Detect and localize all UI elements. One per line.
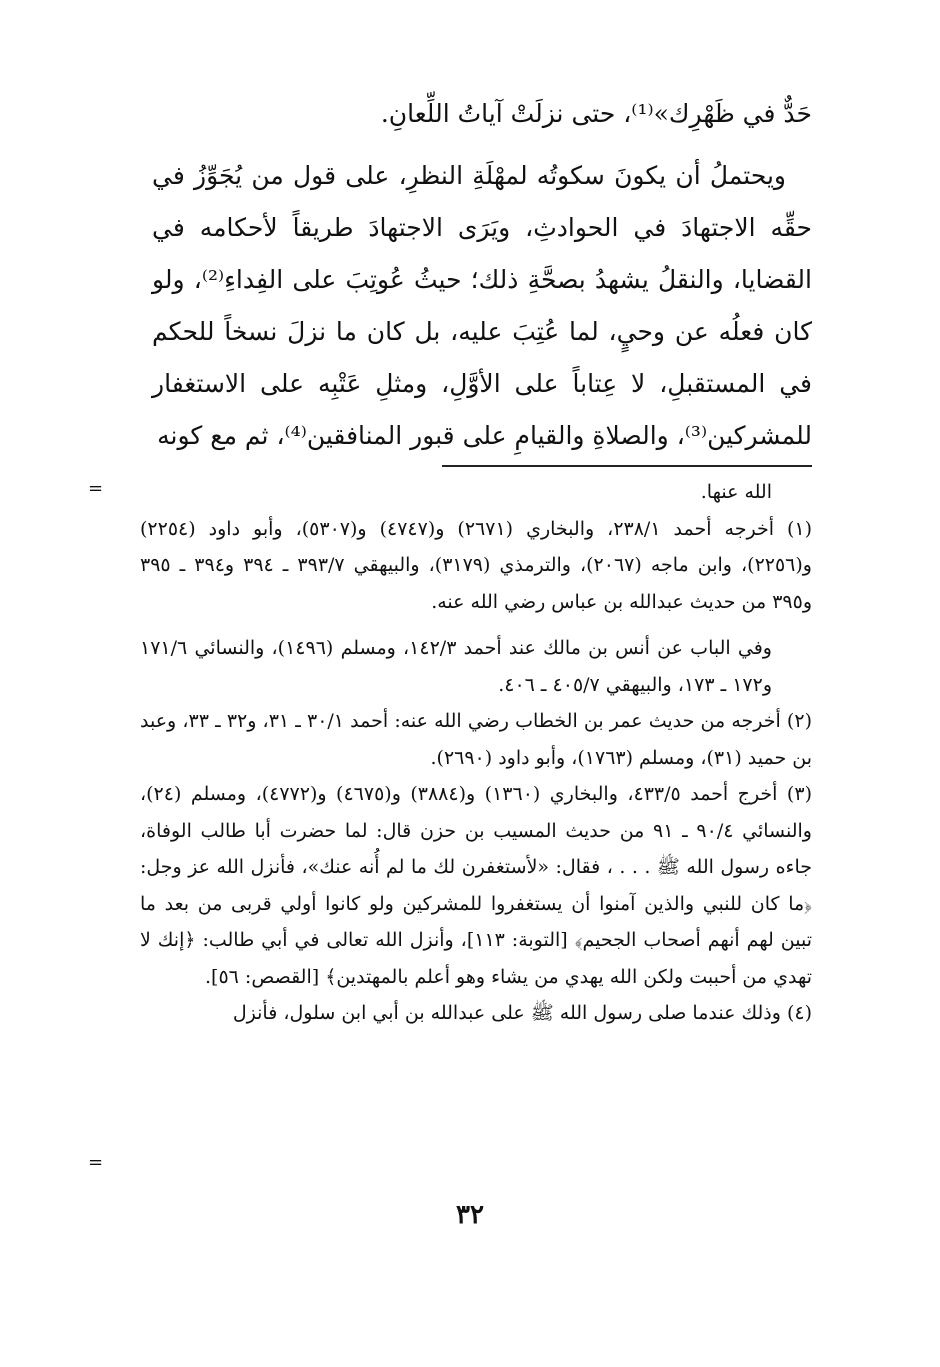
main-paragraph-2: ويحتملُ أن يكونَ سكوتُه لمهْلَةِ النظرِ، على قول من يُجَوِّزُ في حقِّه الاجتهادَ في الحوادثِ، ويَرَى الاجتهادَ طريقاً لأحكامه في القضايا، والنقلُ يشهدُ بصحَّةِ ذلك؛ حيثُ عُوتِبَ على الفِداءِ⁽²⁾، ولو كان فعلُه عن وحيٍ، لما عُتِبَ عليه، بل كان ما نزلَ نسخاً للحكم في المستقبلِ، لا عِتاباً على الأوَّلِ، ومثلِ عَتْبِه على الاستغفار للمشركين⁽³⁾، والصلاةِ والقيامِ على قبور المنافقين⁽⁴⁾، ثم مع كونه <box>152 161 812 450</box>
page-number: ٣٢ <box>456 1200 484 1230</box>
footnotes <box>140 474 812 1032</box>
footnote-continuation: الله عنها. <box>700 481 772 503</box>
continuation-mark-bottom: = <box>88 1152 104 1173</box>
main-text <box>152 88 812 462</box>
footnote-2: (٢) أخرجه من حديث عمر بن الخطاب رضي الله عنه: أحمد ٣٠/١ ـ ٣١، و٣٢ ـ ٣٣، وعبد بن حميد (٣١)، ومسلم (١٧٦٣)، وأبو داود (٢٦٩٠). <box>140 710 812 769</box>
footnote-1: (١) أخرجه أحمد ٢٣٨/١، والبخاري (٢٦٧١) و(٤٧٤٧) و(٥٣٠٧)، وأبو داود (٢٢٥٤) و(٢٢٥٦)، وابن ماجه (٢٠٦٧)، والترمذي (٣١٧٩)، والبيهقي ٣٩٣/٧ ـ ٣٩٤ و٣٩٤ ـ ٣٩٥ و٣٩٥ من حديث عبدالله بن عباس رضي الله عنه. <box>140 517 813 613</box>
footnote-1-sub: وفي الباب عن أنس بن مالك عند أحمد ١٤٢/٣، ومسلم (١٤٩٦)، والنسائي ١٧١/٦ و١٧٢ ـ ١٧٣، والبيهقي ٤٠٥/٧ ـ ٤٠٦. <box>140 637 772 696</box>
footnote-3: (٣) أخرج أحمد ٤٣٣/٥، والبخاري (١٣٦٠) و(٣٨٨٤) و(٤٦٧٥) و(٤٧٧٢)، ومسلم (٢٤)، والنسائي ٩٠/٤ ـ ٩١ من حديث المسيب بن حزن قال: لما حضرت أبا طالب الوفاة، جاءه رسول الله ﷺ . . . ، فقال: «لأستغفرن لك ما لم أُنه عنك»، فأنزل الله عز وجل: ﴿ما كان للنبي والذين آمنوا أن يستغفروا للمشركين ولو كانوا أولي قربى من بعد ما تبين لهم أنهم أصحاب الجحيم﴾ [التوبة: ١١٣]، وأنزل الله تعالى في أبي طالب: ﴿إنك لا تهدي من أحببت ولكن الله يهدي من يشاء وهو أعلم بالمهتدين﴾ [القصص: ٥٦]. <box>140 783 812 988</box>
continuation-mark-top: = <box>88 478 104 499</box>
main-paragraph-1: حَدٌّ في ظَهْرِك»⁽¹⁾، حتى نزلَتْ آياتُ اللِّعانِ. <box>380 99 812 128</box>
footnote-4: (٤) وذلك عندما صلى رسول الله ﷺ على عبدالله بن أبي ابن سلول، فأنزل <box>232 1002 812 1024</box>
footnote-separator <box>442 465 812 467</box>
